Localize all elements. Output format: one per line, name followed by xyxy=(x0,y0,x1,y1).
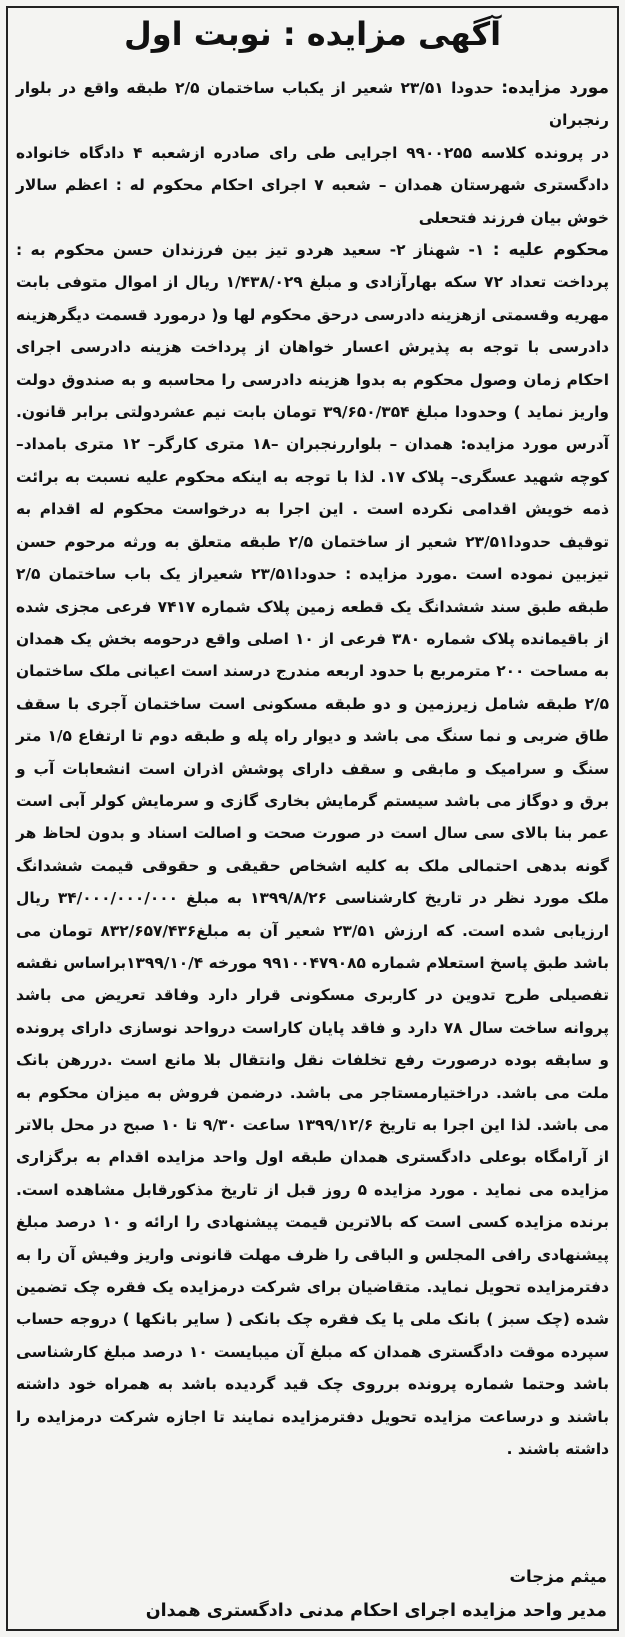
subject-paragraph xyxy=(16,72,609,137)
subject-text: حدودا ۲۳/۵۱ شعیر از یکباب ساختمان ۲/۵ طبقه واقع در بلوار رنجبران xyxy=(16,79,609,130)
notice-title: آگهی مزایده : نوبت اول xyxy=(123,15,502,53)
case-paragraph: در پرونده کلاسه ۹۹۰۰۲۵۵ اجرایی طی رای صادره ازشعبه ۴ دادگاه خانواده دادگستری شهرستان همدان – شعبه ۷ اجرای احکام محکوم له : اعظم سالار خوش بیان فرزند فتحعلی xyxy=(16,143,609,227)
signer-name: میثم مزجات xyxy=(509,1567,607,1586)
signer-role: مدیر واحد مزایده اجرای احکام مدنی دادگستری همدان xyxy=(145,1601,607,1621)
subject-label: مورد مزایده: xyxy=(501,78,609,98)
defendant-paragraph xyxy=(16,234,609,1465)
defendant-label: محکوم علیه : xyxy=(492,240,610,261)
notice-body xyxy=(16,72,609,1465)
defendant-text: ۱- شهناز ۲- سعید هردو تیز بین فرزندان حسن محکوم به : پرداخت تعداد ۷۲ سکه بهارآزادی و مبلغ ۱/۴۳۸/۰۲۹ ریال از اموال متوفی بابت مهریه وقسمتی ازهزینه دادرسی درحق محکوم لها و( درمورد قسمت دیگرهزینه دادرسی با توجه به پذیرش اعسار خواهان از پرداخت هزینه دادرسی اجرای احکام زمان وصول محکوم به بدوا هزینه دادرسی را محاسبه و به صندوق دولت واریز نماید ) وحدودا مبلغ ۳۹/۶۵۰/۳۵۴ تومان بابت نیم عشردولتی برابر قانون. آدرس مورد مزایده: همدان – بلواررنجبران –۱۸ متری کارگر– ۱۲ متری بامداد– کوچه شهید عسگری– پلاک ۱۷. لذا با توجه به اینکه محکوم علیه نسبت به برائت ذمه خویش اقدامی نکرده است . این اجرا به درخواست محکوم له اقدام به توقیف حدودا۲۳/۵۱ شعیر از ساختمان ۲/۵ طبقه متعلق به ورثه مرحوم حسن تیزبین نموده است .مورد مزایده : حدودا۲۳/۵۱ شعیراز یک باب ساختمان ۲/۵ طبقه طبق سند ششدانگ یک قطعه زمین پلاک شماره ۷۴۱۷ فرعی مجزی شده از باقیمانده پلاک شماره ۳۸۰ فرعی از ۱۰ اصلی واقع درحومه بخش یک همدان به مساحت ۲۰۰ مترمربع با حدود اربعه مندرج درسند است اعیانی ملک ساختمان ۲/۵ طبقه شامل زیرزمین و دو طبقه مسکونی است ساختمان آجری با سقف طاق ضربی و نما سنگ می باشد و دیوار راه پله و طبقه دوم تا ارتفاع ۱/۵ متر سنگ و سرامیک و مابقی و سقف دارای پوشش اذران است انشعابات آب و برق و دوگاز می باشد سیستم گرمایش بخاری گازی و سرمایش کولر آبی است عمر بنا بالای سی سال است در صورت صحت و اصالت اسناد و بدون لحاظ هر گونه بدهی احتمالی ملک به کلیه اشخاص حقیقی و حقوقی قیمت ششدانگ ملک مورد نظر در تاریخ کارشناسی ۱۳۹۹/۸/۲۶ به مبلغ ۳۴/۰۰۰/۰۰۰/۰۰۰ ریال ارزیابی شده است. که ارزش ۲۳/۵۱ شعیر آن به مبلغ۸۳۲/۶۵۷/۴۳۶ تومان می باشد طبق پاسخ استعلام شماره ۹۹۱۰۰۴۷۹۰۸۵ مورخه ۱۳۹۹/۱۰/۴براساس نقشه تفصیلی طرح تدوین در کاربری مسکونی قرار دارد وفاقد تعریض می باشد پروانه ساخت سال ۷۸ دارد و فاقد پایان کاراست درواحد نوسازی دارای پرونده و سابقه بوده درصورت رفع تخلفات نقل وانتقال بلا مانع است .دررهن بانک ملت می باشد. دراختیارمستاجر می باشد. درضمن فروش به میزان محکوم به می باشد. لذا این اجرا به تاریخ ۱۳۹۹/۱۲/۶ ساعت ۹/۳۰ تا ۱۰ صبح در محل بالاتر از آرامگاه بوعلی دادگستری همدان طبقه اول واحد مزایده اقدام به برگزاری مزایده می نماید . مورد مزایده ۵ روز قبل از تاریخ مذکورقابل مشاهده است. برنده مزایده کسی است که بالاترین قیمت پیشنهادی را ارائه و ۱۰ درصد مبلغ پیشنهادی رافی المجلس و الباقی را ظرف مهلت قانونی واریز وفیش آن را به دفترمزایده تحویل نماید. متقاضیان برای شرکت درمزایده یک فقره چک تضمین شده (چک سبز ) بانک ملی یا یک فقره چک بانکی ( سایر بانکها ) دروجه حساب سپرده موقت دادگستری همدان که مبلغ آن میبایست ۱۰ درصد مبلغ کارشناسی باشد وحتما شماره پرونده برروی چک قید گردیده باشد به همراه خود داشته باشند و درساعت مزایده تحویل دفترمزایده نمایند تا اجازه شرکت درمزایده را داشته باشند . xyxy=(16,241,610,1459)
